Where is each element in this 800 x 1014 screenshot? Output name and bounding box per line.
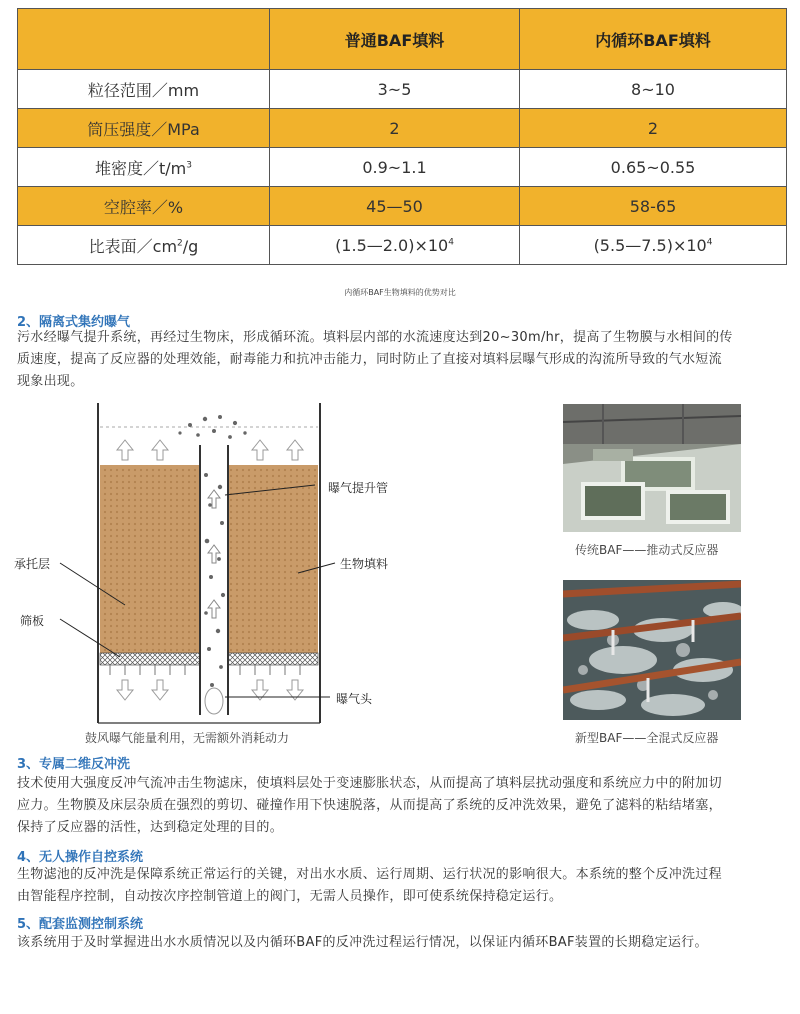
photo-traditional-baf (563, 404, 741, 532)
table-caption: 内循环BAF生物填料的优势对比 (344, 288, 456, 297)
table-row (18, 148, 787, 187)
paragraph-line: 由智能程序控制，自动按次序控制管道上的阀门，无需人员操作，即可使系统保持稳定运行。 (17, 889, 563, 904)
table-row (18, 187, 787, 226)
label-aerator-head: 曝气头 (336, 692, 373, 706)
row-value-inner: 0.65~0.55 (520, 148, 787, 187)
row-label: 空腔率／% (18, 187, 270, 226)
row-label: 堆密度$/t/m^3$ (18, 148, 270, 187)
photo-caption-traditional: 传统BAF——推动式反应器 (575, 543, 719, 557)
label-support-layer: 承托层 (14, 557, 51, 571)
section-title-aeration: 2、隔离式集约曝气 (17, 315, 131, 330)
row-label: 比表面$/cm^2/g$ (18, 226, 270, 265)
label-bio-media: 生物填料 (340, 557, 389, 571)
row-value-inner: $(5.5—7.5)\times 10^4$ (520, 226, 787, 265)
section-title-autocontrol: 4、无人操作自控系统 (17, 850, 144, 865)
paragraph-line: 生物滤池的反冲洗是保障系统正常运行的关键，对出水水质、运行周期、运行状况的影响很大。本系统的整个反冲洗过程 (17, 867, 722, 882)
aeration-photo-icon (563, 580, 741, 720)
section-title-backwash: 3、专属二维反冲洗 (17, 757, 131, 772)
diagram-caption: 鼓风曝气能量利用，无需额外消耗动力 (85, 731, 290, 745)
paragraph-line: 污水经曝气提升系统，再经过生物床，形成循环流。填料层内部的水流速度达到20~30m/hr，提高了生物膜与水相间的传 (17, 330, 733, 345)
label-aeration-riser: 曝气提升管 (328, 481, 389, 495)
paragraph-line: 质速度，提高了反应器的处理效能，耐毒能力和抗冲击能力，同时防止了直接对填料层曝气形成的沟流所导致的气水短流 (17, 352, 722, 367)
comparison-table (17, 8, 787, 265)
table-row (18, 70, 787, 109)
row-label: 粒径范围／mm (18, 70, 270, 109)
section-title-monitoring: 5、配套监测控制系统 (17, 917, 144, 932)
photo-caption-new: 新型BAF——全混式反应器 (575, 731, 719, 745)
row-value-normal: $(1.5—2.0)\times 10^4$ (270, 226, 520, 265)
header-cell-normal-baf: 普通BAF填料 (270, 9, 520, 70)
row-label: 筒压强度／MPa (18, 109, 270, 148)
section-body-autocontrol (17, 864, 787, 908)
table-row (18, 109, 787, 148)
paragraph-line: 该系统用于及时掌握进出水水质情况以及内循环BAF的反冲洗过程运行情况，以保证内循环BAF装置的长期稳定运行。 (17, 935, 708, 950)
row-value-inner: 8~10 (520, 70, 787, 109)
row-value-normal: 45—50 (270, 187, 520, 226)
photo-new-baf (563, 580, 741, 720)
table-header-row (18, 9, 787, 70)
section-body-aeration (17, 327, 787, 393)
row-value-inner: 58-65 (520, 187, 787, 226)
section-body-backwash (17, 773, 787, 839)
paragraph-line: 技术使用大强度反冲气流冲击生物滤床，使填料层处于变速膨胀状态，从而提高了填料层扰动强度和系统应力中的附加切 (17, 776, 722, 791)
row-value-normal: 3~5 (270, 70, 520, 109)
plant-photo-icon (563, 404, 741, 532)
header-cell-empty (18, 9, 270, 70)
table-row (18, 226, 787, 265)
paragraph-line: 应力。生物膜及床层杂质在强烈的剪切、碰撞作用下快速脱落，从而提高了系统的反冲洗效果，避免了滤料的粘结堵塞， (17, 798, 722, 813)
row-value-normal: 0.9~1.1 (270, 148, 520, 187)
paragraph-line: 现象出现。 (17, 374, 84, 389)
label-sieve-plate: 筛板 (20, 614, 45, 628)
baf-reactor-diagram (14, 395, 430, 730)
header-cell-inner-baf: 内循环BAF填料 (520, 9, 787, 70)
row-value-inner: 2 (520, 109, 787, 148)
paragraph-line: 保持了反应器的活性，达到稳定处理的目的。 (17, 820, 284, 835)
section-body-monitoring (17, 932, 787, 954)
row-value-normal: 2 (270, 109, 520, 148)
